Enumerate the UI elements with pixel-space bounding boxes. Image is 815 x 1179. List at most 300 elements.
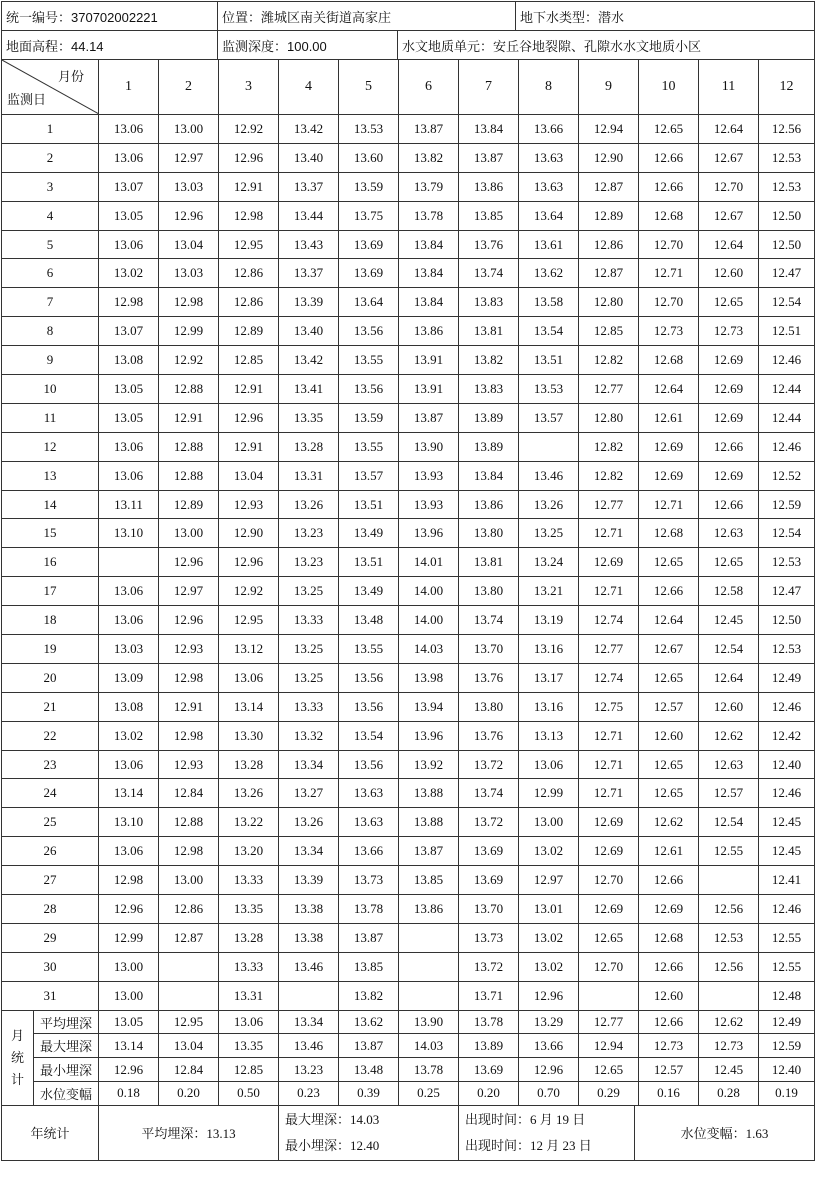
- annual-max: 最大埋深：14.03: [285, 1111, 380, 1127]
- depth-cell: 13.89: [459, 403, 519, 432]
- depth-cell: 13.25: [279, 635, 339, 664]
- depth-cell: 12.91: [219, 375, 279, 404]
- depth-cell: 13.40: [279, 317, 339, 346]
- month-header: 1: [99, 60, 159, 115]
- depth-cell: 12.77: [579, 635, 639, 664]
- depth-cell: 12.86: [219, 288, 279, 317]
- day-label: 11: [2, 403, 99, 432]
- depth-cell: 13.56: [339, 692, 399, 721]
- corner-cell: [2, 60, 99, 115]
- depth-cell: 12.46: [759, 346, 815, 375]
- day-label: 19: [2, 635, 99, 664]
- depth-cell: 12.86: [159, 895, 219, 924]
- depth-cell: 12.65: [639, 779, 699, 808]
- depth-cell: 12.64: [639, 606, 699, 635]
- day-label: 1: [2, 115, 99, 144]
- depth-cell: 13.14: [219, 692, 279, 721]
- day-label: 6: [2, 259, 99, 288]
- depth-cell: 12.98: [159, 288, 219, 317]
- depth-cell: 12.69: [699, 461, 759, 490]
- depth-cell: 13.87: [399, 837, 459, 866]
- annual-label: 年统计: [2, 1105, 99, 1160]
- depth-cell: 13.06: [219, 663, 279, 692]
- depth-cell: 13.00: [99, 981, 159, 1010]
- annual-max-time: 出现时间：6 月 19 日: [465, 1111, 586, 1127]
- depth-cell: 13.63: [519, 172, 579, 201]
- depth-cell: 12.70: [579, 952, 639, 981]
- depth-cell: 13.44: [279, 201, 339, 230]
- monthly-stat-cell: 13.62: [339, 1010, 399, 1034]
- depth-cell: 12.41: [759, 866, 815, 895]
- depth-cell: 13.64: [339, 288, 399, 317]
- depth-cell: 13.49: [339, 577, 399, 606]
- depth-cell: 13.91: [399, 375, 459, 404]
- depth-cell: 12.68: [639, 519, 699, 548]
- depth-cell: 13.94: [399, 692, 459, 721]
- day-label: 31: [2, 981, 99, 1010]
- depth-cell: 13.24: [519, 548, 579, 577]
- monthly-stat-cell: 12.57: [639, 1058, 699, 1082]
- monthly-stat-cell: 13.29: [519, 1010, 579, 1034]
- day-label: 5: [2, 230, 99, 259]
- depth-cell: 13.86: [459, 172, 519, 201]
- depth-cell: 12.49: [759, 663, 815, 692]
- depth-cell: 12.53: [759, 635, 815, 664]
- monthly-stat-cell: 13.48: [339, 1058, 399, 1082]
- depth-cell: 13.06: [99, 837, 159, 866]
- depth-cell: 12.65: [639, 663, 699, 692]
- depth-cell: 12.44: [759, 375, 815, 404]
- depth-cell: 13.07: [99, 172, 159, 201]
- depth-cell: 12.68: [639, 923, 699, 952]
- month-header-row: [2, 60, 815, 115]
- depth-cell: 13.05: [99, 201, 159, 230]
- monthly-stat-row: [2, 1010, 815, 1034]
- depth-cell: 12.91: [219, 432, 279, 461]
- depth-cell: 13.42: [279, 115, 339, 144]
- depth-cell: 12.82: [579, 346, 639, 375]
- depth-cell: 12.66: [639, 143, 699, 172]
- depth-cell: 12.98: [159, 721, 219, 750]
- depth-cell: 12.55: [759, 952, 815, 981]
- depth-cell: 12.46: [759, 779, 815, 808]
- depth-cell: 13.05: [99, 375, 159, 404]
- depth-cell: 13.74: [459, 259, 519, 288]
- depth-cell: 13.61: [519, 230, 579, 259]
- day-row: [2, 201, 815, 230]
- depth-cell: 12.63: [699, 750, 759, 779]
- depth-cell: 13.78: [339, 895, 399, 924]
- depth-cell: 12.66: [639, 952, 699, 981]
- day-row: [2, 519, 815, 548]
- depth-cell: 12.99: [159, 317, 219, 346]
- monthly-stat-cell: 12.85: [219, 1058, 279, 1082]
- depth-cell: 12.69: [699, 375, 759, 404]
- depth-cell: 12.98: [99, 288, 159, 317]
- depth-cell: 13.73: [459, 923, 519, 952]
- monthly-stat-name: 最小埋深: [34, 1058, 99, 1082]
- depth-cell: 13.86: [459, 490, 519, 519]
- depth-cell: 12.54: [759, 288, 815, 317]
- depth-cell: 12.65: [699, 548, 759, 577]
- depth-cell: 12.54: [699, 635, 759, 664]
- depth-cell: 13.80: [459, 519, 519, 548]
- day-row: [2, 750, 815, 779]
- day-label: 12: [2, 432, 99, 461]
- depth-cell: 12.50: [759, 201, 815, 230]
- depth-cell: 12.96: [219, 143, 279, 172]
- depth-cell: 13.06: [99, 230, 159, 259]
- day-row: [2, 461, 815, 490]
- depth-cell: 12.95: [219, 606, 279, 635]
- monthly-stat-cell: 0.19: [759, 1082, 815, 1106]
- monthly-stat-cell: 13.87: [339, 1034, 399, 1058]
- monthly-stat-cell: 13.06: [219, 1010, 279, 1034]
- depth-cell: 12.56: [759, 115, 815, 144]
- depth-cell: 12.61: [639, 837, 699, 866]
- depth-cell: 13.08: [99, 692, 159, 721]
- depth-cell: 12.64: [699, 115, 759, 144]
- depth-cell: 13.16: [519, 635, 579, 664]
- month-header: 6: [399, 60, 459, 115]
- depth-cell: 13.00: [99, 952, 159, 981]
- day-row: [2, 952, 815, 981]
- depth-cell: 12.84: [159, 779, 219, 808]
- depth-cell: [519, 432, 579, 461]
- day-label: 15: [2, 519, 99, 548]
- depth-cell: 13.81: [459, 317, 519, 346]
- depth-cell: 13.86: [399, 317, 459, 346]
- depth-cell: 13.12: [219, 635, 279, 664]
- depth-cell: 12.56: [699, 952, 759, 981]
- depth-cell: 13.87: [399, 403, 459, 432]
- depth-cell: 13.57: [339, 461, 399, 490]
- depth-cell: 13.82: [459, 346, 519, 375]
- depth-cell: 13.00: [159, 866, 219, 895]
- depth-cell: 12.46: [759, 895, 815, 924]
- depth-cell: 13.26: [279, 808, 339, 837]
- depth-cell: 12.96: [219, 548, 279, 577]
- depth-cell: 12.93: [159, 635, 219, 664]
- station-id: 统一编号：370702002221: [2, 2, 218, 31]
- depth-cell: 12.60: [699, 259, 759, 288]
- day-row: [2, 548, 815, 577]
- depth-cell: 12.92: [219, 577, 279, 606]
- depth-cell: 13.74: [459, 779, 519, 808]
- depth-cell: 13.43: [279, 230, 339, 259]
- depth-cell: 13.06: [99, 432, 159, 461]
- depth-cell: 12.69: [579, 895, 639, 924]
- depth-cell: 13.53: [519, 375, 579, 404]
- depth-cell: 12.86: [219, 259, 279, 288]
- monthly-stat-cell: 13.69: [459, 1058, 519, 1082]
- day-label: 14: [2, 490, 99, 519]
- monthly-stat-name: 水位变幅: [34, 1082, 99, 1106]
- depth-cell: 13.23: [279, 519, 339, 548]
- corner-month-label: 月份: [57, 69, 84, 84]
- depth-cell: 13.66: [339, 837, 399, 866]
- depth-cell: 13.88: [399, 779, 459, 808]
- depth-cell: 12.71: [579, 721, 639, 750]
- monthly-stat-cell: 13.46: [279, 1034, 339, 1058]
- depth-cell: 13.56: [339, 750, 399, 779]
- day-label: 21: [2, 692, 99, 721]
- depth-cell: 12.88: [159, 461, 219, 490]
- month-header: 3: [219, 60, 279, 115]
- depth-cell: 13.58: [519, 288, 579, 317]
- depth-cell: 12.90: [219, 519, 279, 548]
- depth-cell: 12.48: [759, 981, 815, 1010]
- depth-cell: 12.89: [219, 317, 279, 346]
- depth-cell: 13.25: [279, 663, 339, 692]
- depth-cell: 13.66: [519, 115, 579, 144]
- depth-cell: 13.39: [279, 866, 339, 895]
- depth-cell: 13.69: [339, 259, 399, 288]
- depth-cell: 13.23: [279, 548, 339, 577]
- depth-cell: 12.96: [159, 201, 219, 230]
- station-header-table: [1, 1, 815, 60]
- day-row: [2, 721, 815, 750]
- monthly-stat-name: 最大埋深: [34, 1034, 99, 1058]
- monthly-stat-cell: 13.23: [279, 1058, 339, 1082]
- depth-cell: 13.02: [99, 259, 159, 288]
- depth-cell: 12.47: [759, 577, 815, 606]
- depth-cell: 13.39: [279, 288, 339, 317]
- depth-cell: 12.60: [699, 692, 759, 721]
- depth-cell: 12.82: [579, 461, 639, 490]
- depth-cell: 13.69: [459, 837, 519, 866]
- monthly-stat-cell: 0.70: [519, 1082, 579, 1106]
- depth-cell: 13.76: [459, 230, 519, 259]
- depth-cell: 12.92: [159, 346, 219, 375]
- day-label: 23: [2, 750, 99, 779]
- depth-cell: 13.28: [219, 750, 279, 779]
- depth-cell: 13.00: [159, 519, 219, 548]
- depth-cell: 13.79: [399, 172, 459, 201]
- depth-cell: 12.94: [579, 115, 639, 144]
- depth-cell: 12.70: [639, 230, 699, 259]
- day-row: [2, 317, 815, 346]
- depth-cell: 12.62: [639, 808, 699, 837]
- depth-cell: 12.97: [159, 143, 219, 172]
- depth-cell: 13.63: [519, 143, 579, 172]
- depth-cell: 12.71: [579, 519, 639, 548]
- depth-cell: 13.87: [339, 923, 399, 952]
- depth-cell: 12.92: [219, 115, 279, 144]
- monthly-stat-cell: 13.34: [279, 1010, 339, 1034]
- depth-cell: 12.66: [639, 866, 699, 895]
- depth-cell: 13.55: [339, 635, 399, 664]
- depth-cell: 12.86: [579, 230, 639, 259]
- depth-cell: 12.91: [219, 172, 279, 201]
- depth-cell: 12.77: [579, 490, 639, 519]
- day-label: 24: [2, 779, 99, 808]
- monthly-stat-cell: 13.66: [519, 1034, 579, 1058]
- depth-cell: 13.64: [519, 201, 579, 230]
- depth-cell: [159, 952, 219, 981]
- depth-cell: 12.54: [699, 808, 759, 837]
- depth-cell: 13.17: [519, 663, 579, 692]
- day-row: [2, 230, 815, 259]
- depth-cell: 12.88: [159, 432, 219, 461]
- depth-cell: 13.72: [459, 750, 519, 779]
- depth-cell: 13.27: [279, 779, 339, 808]
- monthly-stat-cell: 12.73: [699, 1034, 759, 1058]
- monthly-stat-cell: 0.16: [639, 1082, 699, 1106]
- depth-cell: 12.59: [759, 490, 815, 519]
- depth-cell: 12.96: [219, 403, 279, 432]
- depth-cell: 13.34: [279, 837, 339, 866]
- depth-cell: 13.63: [339, 808, 399, 837]
- depth-cell: 12.74: [579, 606, 639, 635]
- monthly-stat-cell: 12.40: [759, 1058, 815, 1082]
- depth-cell: 12.89: [159, 490, 219, 519]
- depth-cell: 12.99: [519, 779, 579, 808]
- depth-cell: 13.53: [339, 115, 399, 144]
- depth-cell: 12.69: [699, 403, 759, 432]
- depth-cell: 13.26: [279, 490, 339, 519]
- depth-cell: 12.70: [639, 288, 699, 317]
- depth-cell: 13.84: [399, 230, 459, 259]
- monthly-stat-cell: 0.25: [399, 1082, 459, 1106]
- depth-cell: 13.75: [339, 201, 399, 230]
- depth-cell: 13.84: [459, 461, 519, 490]
- depth-cell: 13.22: [219, 808, 279, 837]
- depth-cell: 12.75: [579, 692, 639, 721]
- day-row: [2, 490, 815, 519]
- monthly-stat-row: [2, 1034, 815, 1058]
- depth-cell: 12.65: [699, 288, 759, 317]
- depth-cell: 13.04: [159, 230, 219, 259]
- depth-cell: 13.33: [219, 866, 279, 895]
- depth-cell: 13.83: [459, 288, 519, 317]
- depth-cell: 12.80: [579, 403, 639, 432]
- depth-cell: 12.97: [519, 866, 579, 895]
- day-label: 30: [2, 952, 99, 981]
- depth-cell: 13.51: [339, 490, 399, 519]
- depth-cell: 13.85: [459, 201, 519, 230]
- monitoring-depth: 监测深度：100.00: [218, 31, 398, 60]
- depth-cell: 13.86: [399, 895, 459, 924]
- depth-cell: [99, 548, 159, 577]
- corner-day-label: 监测日: [7, 92, 47, 107]
- depth-cell: 13.20: [219, 837, 279, 866]
- monthly-stat-row: [2, 1082, 815, 1106]
- depth-cell: 13.84: [459, 115, 519, 144]
- day-row: [2, 346, 815, 375]
- depth-cell: 13.56: [339, 317, 399, 346]
- depth-cell: [399, 981, 459, 1010]
- depth-cell: 13.87: [399, 115, 459, 144]
- depth-cell: 13.42: [279, 346, 339, 375]
- day-label: 3: [2, 172, 99, 201]
- depth-cell: 12.85: [219, 346, 279, 375]
- annual-min-time: 出现时间：12 月 23 日: [465, 1137, 592, 1153]
- day-row: [2, 577, 815, 606]
- monthly-stat-cell: 13.78: [459, 1010, 519, 1034]
- monthly-stat-cell: 13.78: [399, 1058, 459, 1082]
- depth-cell: 12.60: [639, 721, 699, 750]
- monthly-stat-cell: 12.84: [159, 1058, 219, 1082]
- monthly-stat-cell: 0.29: [579, 1082, 639, 1106]
- depth-cell: 13.89: [459, 432, 519, 461]
- annual-min: 最小埋深：12.40: [285, 1137, 380, 1153]
- depth-cell: 12.98: [219, 201, 279, 230]
- annual-times: [459, 1105, 635, 1160]
- depth-cell: 12.68: [639, 201, 699, 230]
- depth-cell: 12.53: [699, 923, 759, 952]
- depth-cell: 13.85: [399, 866, 459, 895]
- depth-cell: 13.54: [339, 721, 399, 750]
- depth-cell: [699, 866, 759, 895]
- depth-cell: 13.35: [219, 895, 279, 924]
- depth-cell: 13.90: [399, 432, 459, 461]
- depth-cell: 12.88: [159, 375, 219, 404]
- day-label: 26: [2, 837, 99, 866]
- depth-cell: 13.91: [399, 346, 459, 375]
- day-row: [2, 143, 815, 172]
- depth-cell: 12.45: [699, 606, 759, 635]
- depth-cell: 12.67: [699, 143, 759, 172]
- monthly-stats-label: 月统计: [2, 1010, 34, 1105]
- depth-cell: 13.70: [459, 895, 519, 924]
- monthly-stat-cell: 12.49: [759, 1010, 815, 1034]
- depth-cell: 12.87: [579, 259, 639, 288]
- depth-cell: 12.42: [759, 721, 815, 750]
- depth-cell: 13.03: [159, 172, 219, 201]
- depth-cell: 13.06: [99, 750, 159, 779]
- depth-cell: 13.06: [99, 606, 159, 635]
- depth-cell: 12.40: [759, 750, 815, 779]
- ground-elevation: 地面高程：44.14: [2, 31, 218, 60]
- monthly-stat-cell: 12.96: [99, 1058, 159, 1082]
- depth-cell: 13.96: [399, 519, 459, 548]
- day-row: [2, 837, 815, 866]
- monthly-stat-cell: 0.28: [699, 1082, 759, 1106]
- depth-cell: 13.69: [459, 866, 519, 895]
- depth-cell: 12.85: [579, 317, 639, 346]
- depth-cell: 13.82: [339, 981, 399, 1010]
- depth-cell: 13.46: [279, 952, 339, 981]
- monthly-stat-cell: 0.23: [279, 1082, 339, 1106]
- depth-cell: 12.64: [639, 375, 699, 404]
- depth-cell: 12.62: [699, 721, 759, 750]
- depth-cell: 13.25: [519, 519, 579, 548]
- depth-cell: [159, 981, 219, 1010]
- day-label: 10: [2, 375, 99, 404]
- depth-cell: 12.77: [579, 375, 639, 404]
- depth-cell: 13.02: [519, 837, 579, 866]
- depth-cell: 13.05: [99, 403, 159, 432]
- depth-cell: 13.10: [99, 808, 159, 837]
- depth-cell: 12.65: [639, 115, 699, 144]
- depth-cell: 12.56: [699, 895, 759, 924]
- depth-cell: 13.14: [99, 779, 159, 808]
- depth-cell: 13.41: [279, 375, 339, 404]
- depth-cell: 12.69: [639, 432, 699, 461]
- depth-cell: 13.31: [279, 461, 339, 490]
- day-label: 8: [2, 317, 99, 346]
- monthly-stat-cell: 13.05: [99, 1010, 159, 1034]
- depth-cell: 12.71: [579, 750, 639, 779]
- depth-cell: [579, 981, 639, 1010]
- depth-cell: 14.00: [399, 606, 459, 635]
- depth-cell: 13.09: [99, 663, 159, 692]
- depth-cell: 13.31: [219, 981, 279, 1010]
- day-label: 4: [2, 201, 99, 230]
- depth-cell: 12.65: [639, 750, 699, 779]
- month-header: 12: [759, 60, 815, 115]
